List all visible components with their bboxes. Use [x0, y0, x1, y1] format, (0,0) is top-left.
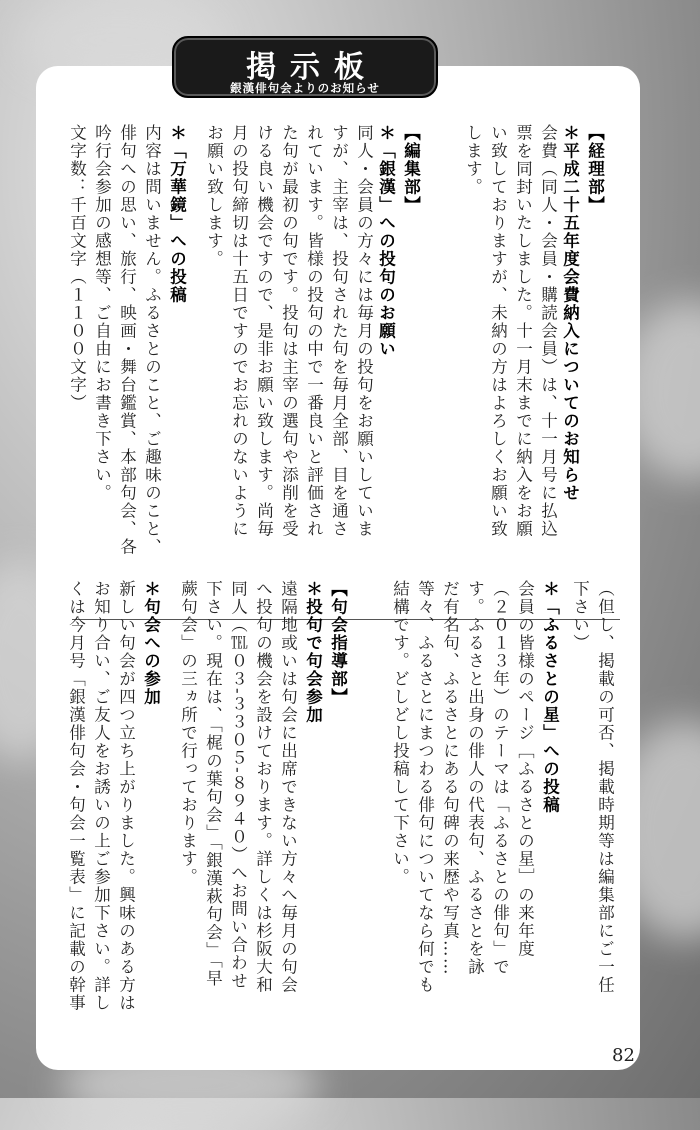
- bottom-column-14: 同人（℡０３‐３３０５‐８９４０）へお問い合わせ: [228, 580, 248, 991]
- bottom-column-8: 等々、ふるさとにまつわる俳句についてなら何でも: [415, 580, 435, 994]
- top-column-12: た句が最初の句です。投句は主宰の選句や添削を受: [279, 124, 299, 538]
- top-column-14: 月の投句締切は十五日ですのでお忘れのないように: [229, 124, 249, 538]
- bottom-column-16: 蕨句会」の三ヵ所で行っております。: [178, 580, 198, 886]
- top-column-20: 文字数：千百文字（１１００文字）: [67, 124, 87, 412]
- top-column-1: 【経理部】: [585, 124, 605, 214]
- top-column-10: すが、主宰は、投句された句を毎月全部、目を通さ: [329, 124, 349, 538]
- top-column-15: お願い致します。: [204, 124, 224, 268]
- bottom-column-11: ＊投句で句会参加: [303, 580, 323, 724]
- bottom-column-20: くは今月号「銀漢俳句会・句会一覧表」に記載の幹事: [66, 580, 86, 1012]
- top-column-18: 俳句への思い、旅行、映画・舞台鑑賞、本部句会、各: [117, 124, 137, 556]
- bulletin-board-header: [172, 36, 438, 98]
- bottom-column-15: 下さい。現在は、「梶の葉句会」「銀漢萩句会」「早: [203, 580, 223, 988]
- bottom-column-3: ＊「ふるさとの星」への投稿: [540, 580, 560, 814]
- top-column-5: い致しておりますが、未納の方はよろしくお願い致: [488, 124, 508, 538]
- page-number: 82: [612, 1045, 635, 1066]
- bottom-column-10: 【句会指導部】: [328, 580, 348, 706]
- top-column-3: 会費（同人・会員・購読会員）は、十一月号に払込: [538, 124, 558, 538]
- top-column-13: ける良い機会ですので、是非お願い致します。尚毎: [254, 124, 274, 538]
- top-column-11: れています。皆様の投句の中で一番良いと評価され: [304, 124, 324, 538]
- bottom-column-17: ＊句会への参加: [141, 580, 161, 706]
- bottom-column-13: へ投句の機会を設けております。詳しくは杉阪大和: [253, 580, 273, 994]
- bottom-column-19: お知り合い、ご友人をお誘いの上ご参加下さい。詳し: [91, 580, 111, 1012]
- bottom-column-1: （但し、掲載の可否、掲載時期等は編集部にご一任: [595, 580, 615, 994]
- top-column-16: ＊「万華鏡」への投稿: [167, 124, 187, 304]
- top-column-6: します。: [463, 124, 483, 196]
- bottom-column-12: 遠隔地或いは句会に出席できない方々へ毎月の句会: [278, 580, 298, 994]
- bottom-column-7: だ有名句、ふるさとにある句碑の来歴や写真……: [440, 580, 460, 976]
- top-column-2: ＊平成二十五年度会費納入についてのお知らせ: [560, 124, 580, 502]
- bottom-column-4: 会員の皆様のページ［ふるさとの星］の来年度: [515, 580, 535, 958]
- top-column-9: 同人・会員の方々には毎月の投句をお願いしていま: [354, 124, 374, 538]
- bottom-column-6: す。ふるさと出身の俳人の代表句、ふるさとを詠: [465, 580, 485, 976]
- notice-panel: [36, 66, 640, 1070]
- page-subtitle: 銀漢俳句会よりのお知らせ: [230, 81, 380, 95]
- bottom-column-18: 新しい句会が四つ立ち上がりました。興味のある方は: [116, 580, 136, 1012]
- page-title: 掲示板: [246, 50, 378, 85]
- top-column-17: 内容は問いません。ふるさとのこと、ご趣味のこと、: [142, 124, 162, 556]
- bottom-column-9: 結構です。どしどし投稿して下さい。: [390, 580, 410, 886]
- top-column-4: 票を同封いたしました。十一月末までに納入をお願: [513, 124, 533, 538]
- bottom-column-5: （２０１３年）のテーマは「ふるさとの俳句」で: [490, 580, 510, 976]
- top-column-19: 吟行会参加の感想等、ご自由にお書き下さい。: [92, 124, 112, 502]
- top-column-7: 【編集部】: [401, 124, 421, 214]
- bottom-column-2: 下さい）: [570, 580, 590, 652]
- top-column-8: ＊「銀漢」への投句のお願い: [376, 124, 396, 358]
